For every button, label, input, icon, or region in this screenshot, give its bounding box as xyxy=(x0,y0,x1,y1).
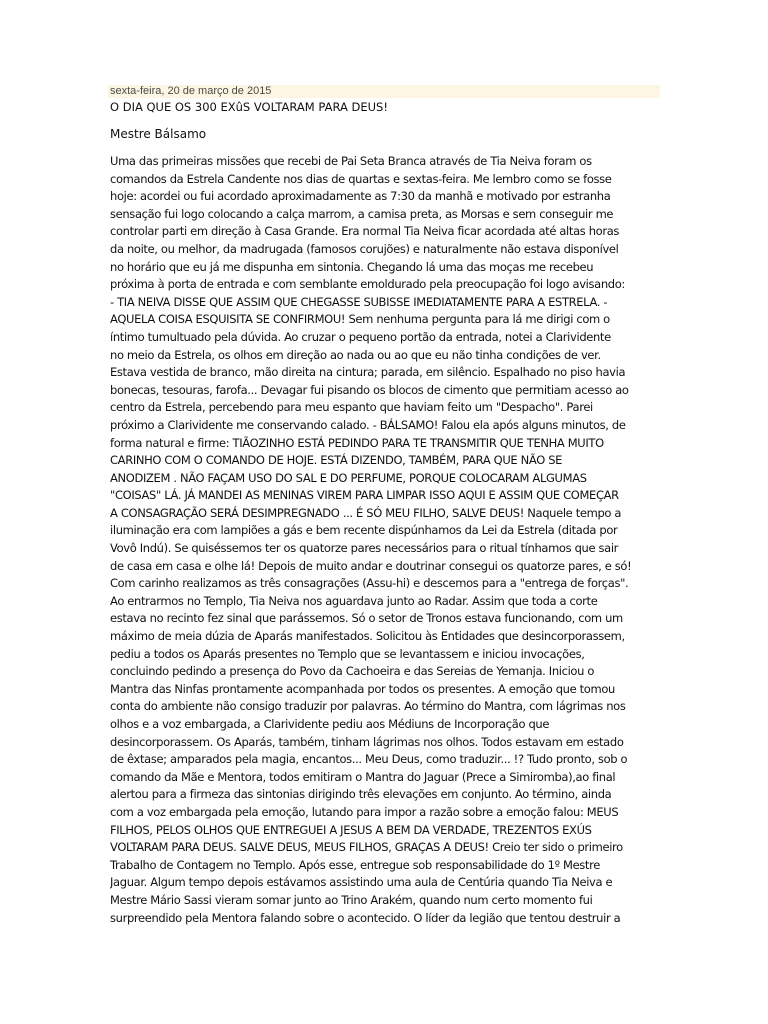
body-line: "COISAS" LÁ. JÁ MANDEI AS MENINAS VIREM PARA LIMPAR ISSO AQUI E ASSIM QUE COMEÇAR xyxy=(110,488,619,503)
body-line: Ao entrarmos no Templo, Tia Neiva nos aguardava junto ao Radar. Assim que toda a corte xyxy=(110,593,598,608)
body-line: de êxtase; amparados pela magia, encantos... Meu Deus, como traduzir... !? Tudo pronto, sob o xyxy=(110,752,628,767)
body-line: de casa em casa e olhe lá! Depois de muito andar e doutrinar consegui os quatorze pares, e só! xyxy=(110,558,632,573)
body-line: CARINHO COM O COMANDO DE HOJE. ESTÁ DIZENDO, TAMBÉM, PARA QUE NÃO SE xyxy=(110,453,563,468)
body-line: VOLTARAM PARA DEUS. SALVE DEUS, MEUS FILHOS, GRAÇAS A DEUS! Creio ter sido o primeiro xyxy=(110,840,623,855)
body-line: comandos da Estrela Candente nos dias de quartas e sextas-feira. Me lembro como se fosse xyxy=(110,171,612,186)
body-line: ANODIZEM . NÃO FAÇAM USO DO SAL E DO PERFUME, PORQUE COLOCARAM ALGUMAS xyxy=(110,470,587,485)
body-line: centro da Estrela, percebendo para meu espanto que haviam feito um "Despacho". Parei xyxy=(110,400,593,415)
body-line: concluindo pedindo a presença do Povo da Cachoeira e das Sereias de Yemanja. Iniciou o xyxy=(110,664,595,679)
body-line: alertou para a firmeza das sintonias dirigindo três elevações em conjunto. Ao término, ainda xyxy=(110,787,612,802)
body-line: surpreendido pela Mentora falando sobre o acontecido. O líder da legião que tentou destruir a xyxy=(110,910,621,925)
body-line: Vovô Indú). Se quiséssemos ter os quatorze pares necessários para o ritual tínhamos que sair xyxy=(110,541,619,556)
body-line: da noite, ou melhor, da madrugada (famosos corujões) e naturalmente não estava disponível xyxy=(110,241,619,256)
body-line: no horário que eu já me dispunha em sintonia. Chegando lá uma das moças me recebeu xyxy=(110,259,594,274)
body-line: olhos e a voz embargada, a Clarividente pediu aos Médiuns de Incorporação que xyxy=(110,717,550,731)
body-line: Estava vestida de branco, mão direita na cintura; parada, em silêncio. Espalhado no piso havia xyxy=(110,365,626,380)
body-line: Mestre Mário Sassi vieram somar junto ao Trino Arakém, quando num certo momento fui xyxy=(110,892,593,907)
body-line: AQUELA COISA ESQUISITA SE CONFIRMOU! Sem nenhuma pergunta para lá me dirigi com o xyxy=(110,312,610,327)
body-line: bonecas, tesouras, farofa... Devagar fui pisando os blocos de cimento que permitiam acesso ao xyxy=(110,382,629,397)
body-line: A CONSAGRAÇÃO SERÁ DESIMPREGNADO ... É SÓ MEU FILHO, SALVE DEUS! Naquele tempo a xyxy=(110,505,622,520)
body-line: - TIA NEIVA DISSE QUE ASSIM QUE CHEGASSE SUBISSE IMEDIATAMENTE PARA A ESTRELA. - xyxy=(110,294,608,309)
body-line: Uma das primeiras missões que recebi de Pai Seta Branca através de Tia Neiva foram os xyxy=(110,154,592,168)
body-line: Com carinho realizamos as três consagrações (Assu-hi) e descemos para a "entrega de forças". xyxy=(110,576,629,591)
body-line: íntimo tumultuado pela dúvida. Ao cruzar o pequeno portão da entrada, notei a Clarividente xyxy=(110,329,611,344)
body-line: no meio da Estrela, os olhos em direção ao nada ou ao que eu não tinha condições de ver. xyxy=(110,347,601,362)
body-line: próxima à porta de entrada e com semblante emoldurado pela preocupação foi logo avisando: xyxy=(110,277,625,292)
body-line: FILHOS, PELOS OLHOS QUE ENTREGUEI A JESUS A BEM DA VERDADE, TREZENTOS EXÚS xyxy=(110,822,592,837)
body-line: forma natural e firme: TIÃOZINHO ESTÁ PEDINDO PARA TE TRANSMITIR QUE TENHA MUITO xyxy=(110,435,604,450)
post-date: sexta-feira, 20 de março de 2015 xyxy=(108,85,660,98)
body-line: sensação fui logo colocando a calça marrom, a camisa preta, as Morsas e sem conseguir me xyxy=(110,206,614,221)
body-line: estava no recinto fez sinal que parássemos. Só o setor de Tronos estava funcionando, com um xyxy=(110,611,623,626)
body-line: comando da Mãe e Mentora, todos emitiram o Mantra do Jaguar (Prece a Simiromba),ao final xyxy=(110,769,616,784)
body-line: próximo a Clarividente me conservando calado. - BÁLSAMO! Falou ela após alguns minutos, de xyxy=(110,417,626,432)
body-line: máximo de meia dúzia de Aparás manifestados. Solicitou às Entidades que desincorporassem, xyxy=(110,629,625,644)
body-line: desincorporassem. Os Aparás, também, tinham lágrimas nos olhos. Todos estavam em estado xyxy=(110,734,624,749)
post-author: Mestre Bálsamo xyxy=(110,127,207,141)
post-title: O DIA QUE OS 300 EXûS VOLTARAM PARA DEUS! xyxy=(110,100,388,114)
body-line: Jaguar. Algum tempo depois estávamos assistindo uma aula de Centúria quando Tia Neiva e xyxy=(110,875,613,890)
body-line: hoje: acordei ou fui acordado aproximadamente as 7:30 da manhã e motivado por estranha xyxy=(110,189,611,204)
body-line: pediu a todos os Aparás presentes no Templo que se levantassem e iniciou invocações, xyxy=(110,646,585,661)
body-line: Mantra das Ninfas prontamente acompanhada por todos os presentes. A emoção que tomou xyxy=(110,681,615,696)
body-line: com a voz embargada pela emoção, lutando para impor a razão sobre a emoção falou: MEUS xyxy=(110,804,619,819)
body-line: iluminação era com lampiões a gás e bem recente dispúnhamos da Lei da Estrela (ditada por xyxy=(110,523,618,538)
post-body xyxy=(110,153,662,927)
body-line: conta do ambiente não consigo traduzir por palavras. Ao término do Mantra, com lágrimas nos xyxy=(110,699,626,714)
body-line: Trabalho de Contagem no Templo. Após esse, entregue sob responsabilidade do 1º Mestre xyxy=(110,857,600,872)
body-line: controlar parti em direção à Casa Grande. Era normal Tia Neiva ficar acordada até altas horas xyxy=(110,224,620,239)
